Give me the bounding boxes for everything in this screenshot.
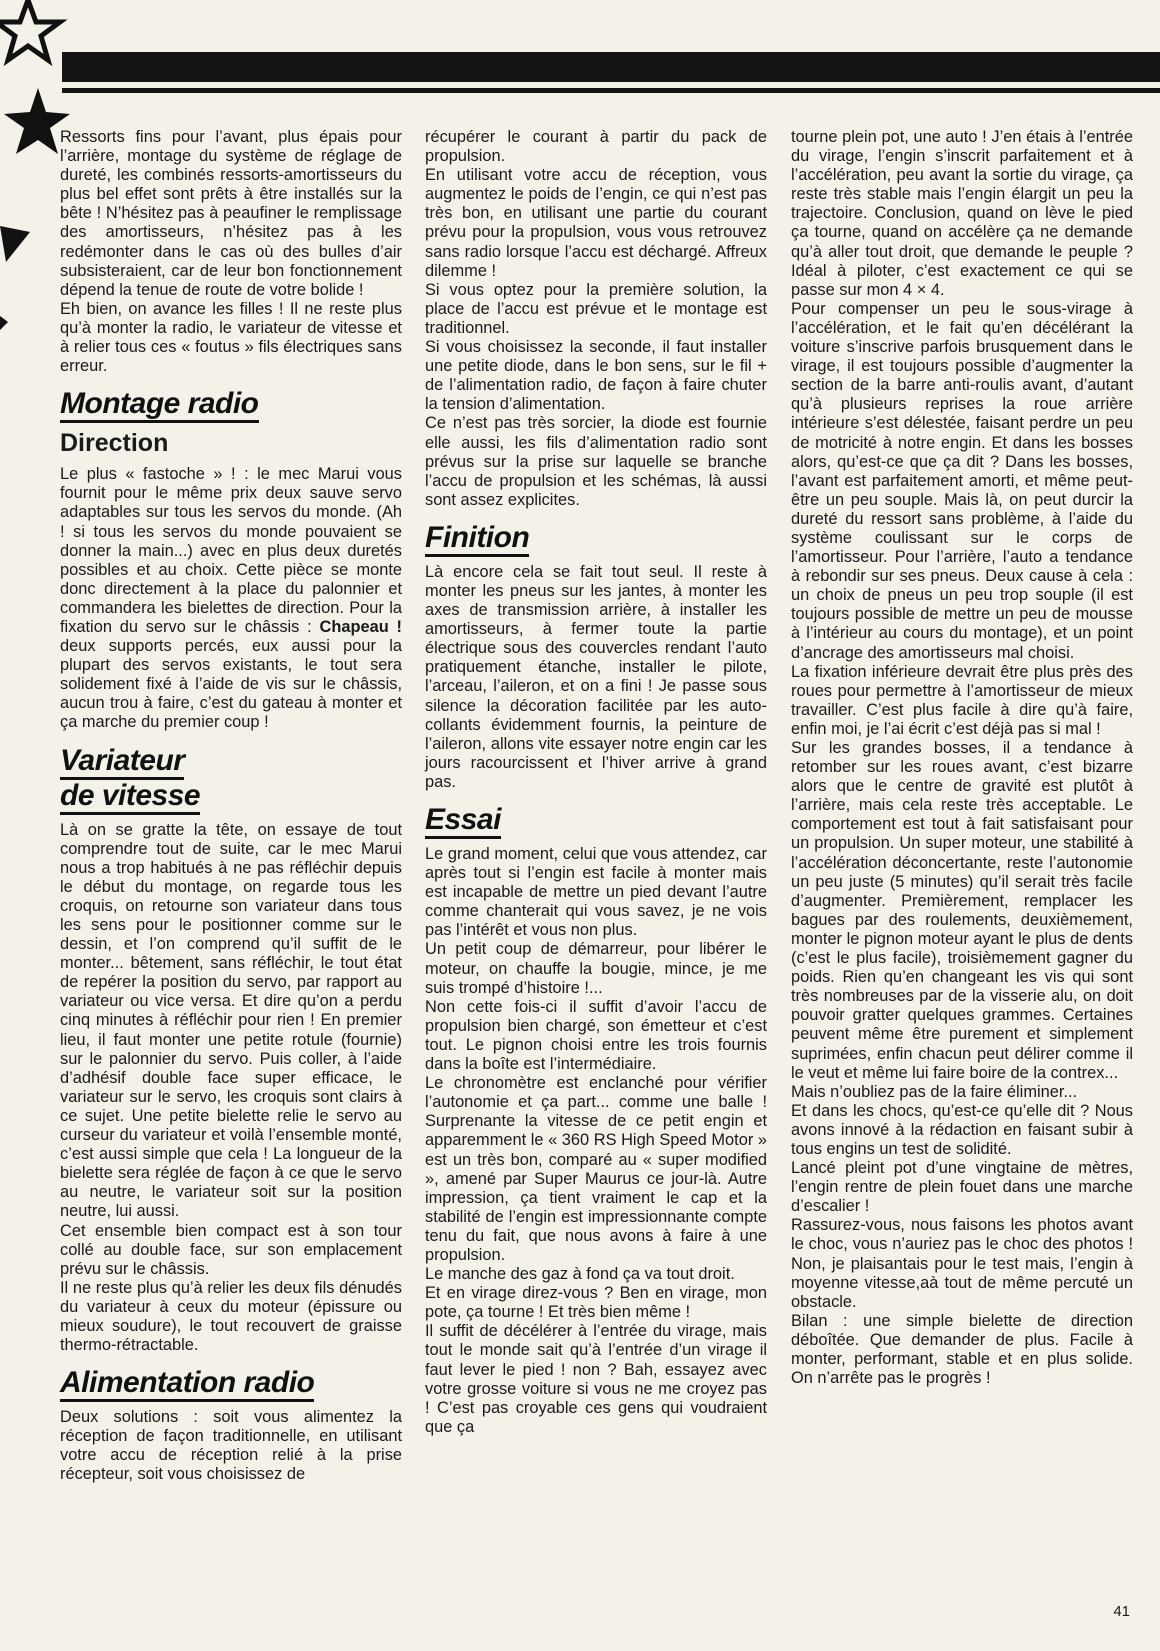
paragraph: Le grand moment, celui que vous attendez, car après tout si l’engin est facile à monter mais est incapable de mettre un pied devant l’autre comme chanterait qui vous savez, je ne vois pas l’intérêt et vous non plus. <box>425 845 767 940</box>
paragraph: La fixation inférieure devrait être plus près des roues pour permettre à l’amortisseur de mieux travailler. C’est plus facile à dire qu’à faire, enfin moi, je l’ai écrit c’est déjà pas si mal ! <box>791 662 1133 738</box>
paragraph: Rassurez-vous, nous faisons les photos avant le choc, vous n’auriez pas le choc des photos ! Non, je plaisantais pour le test mais, l’engin à moyenne vitesse,aà tout de même percuté un obstacle. <box>791 1216 1133 1311</box>
paragraph: Cet ensemble bien compact est à son tour collé au double face, sur son emplacement prévu sur le châssis. <box>60 1221 402 1278</box>
paragraph: Le manche des gaz à fond ça va tout droit. <box>425 1265 735 1284</box>
paragraph: Le plus « fastoche » ! : le mec Marui vous fournit pour le même prix deux sauve servo adaptables sur tous les servos du monde. (Ah ! si tous les servos du monde pouvaient se donner la main...) avec en plus deux duretés possibles et au choix. Cette pièce se monte donc directement à la place du palonnier et commandera les bielettes de direction. Pour la fixation du servo sur le châssis : Chapeau ! deux supports percés, eux aussi pour la plupart des servos existants, le tout sera solidement fixé à l’aide de vis sur le châssis, aucun trou à faire, c’est du gateau à monter et ça marche du premier coup ! <box>60 465 402 732</box>
header-rule <box>62 88 1160 93</box>
paragraph: Là on se gratte la tête, on essaye de tout comprendre tout de suite, car le mec Marui nous a trop habitués à ne pas réfléchir depuis le début du montage, on regarde tous les croquis, on retourne son variateur dans tous les sens pour le positionner comme sur le dessin, et l’on comprend qu’il suffit de le monter... bêtement, sans réfléchir, le tout état de repérer la position du servo, par rapport au variateur ou vice versa. Et dire qu’on a perdu cinq minutes à réfléchir pour rien ! En premier lieu, il faut monter une petite rotule (fournie) sur le palonnier du servo. Puis coller, à l’aide d’adhésif double face super efficace, le variateur sur le servo, les croquis sont clairs à ce sujet. Une petite bielette relie le servo au curseur du variateur et voilà l’ensemble monté, c’est aussi simple que cela ! La longueur de la bielette sera réglée de façon à ce que le servo au neutre, le variateur soit sur la position neutre, lui aussi. <box>60 820 402 1221</box>
paragraph: Un petit coup de démarreur, pour libérer le moteur, on chauffe la bougie, mince, je me suis trompé d’histoire !... <box>425 940 767 997</box>
paragraph: Deux solutions : soit vous alimentez la réception de façon traditionnelle, en utilisant votre accu de réception relié à la prise récepteur, soit vous choisissez de <box>60 1408 402 1484</box>
paragraph: Là encore cela se fait tout seul. Il reste à monter les pneus sur les jantes, à monter les axes de transmission arrière, à installer les amortisseurs, à fermer toute la partie électrique sous des couvercles rendant l’auto pratiquement étanche, installer le pilote, l’arceau, l’aileron, et on a fini ! Je passe sous silence la décoration facilitée par les auto-collants évidemment fournis, la peinture de l’aileron, allons vite essayer notre engin car les jours racourcissent et l’hiver arrive à grand pas. <box>425 562 767 791</box>
paragraph: récupérer le courant à partir du pack de propulsion. <box>425 128 767 166</box>
paragraph: Il ne reste plus qu’à relier les deux fils dénudés du variateur à ceux du moteur (épissure ou mieux soudure), le tout recouvert de graisse thermo-rétractable. <box>60 1278 402 1355</box>
column-1 <box>60 128 402 1485</box>
heading-finition: Finition <box>425 522 767 557</box>
paragraph: Eh bien, on avance les filles ! Il ne reste plus qu’à monter la radio, le variateur de vitesse et à relier tous ces « foutus » fils électriques sans erreur. <box>60 299 402 376</box>
heading-alimentation-radio: Alimentation radio <box>60 1367 402 1402</box>
paragraph: Ressorts fins pour l’avant, plus épais pour l’arrière, montage du système de réglage de dureté, les combinés ressorts-amortisseurs du plus bel effet sont prêts à être installés sur la bête ! N’hésitez pas à peaufiner le remplissage des amortisseurs, n’hésitez pas à les redémonter dans le cas où des bulles d’air subsisteraient, car de leur bon fonctionnement dépend la tenue de route de votre bolide ! <box>60 128 402 299</box>
paragraph: tourne plein pot, une auto ! J’en étais à l’entrée du virage, l’engin s’inscrit parfaitement et à l’accélération, peu avant la sortie du virage, ça reste très stable mais l’engin élargit un peu la trajectoire. Conclusion, quand on lève le pied ça tourne, quand on accélère ça ne demande qu’à aller tout droit, que demande le peuple ? Idéal à piloter, c’est exactement ce qui se passe sur mon 4 × 4. <box>791 128 1133 299</box>
paragraph: Et dans les chocs, qu’est-ce qu’elle dit ? Nous avons innové à la rédaction en faisant subir à tous engins un test de solidité. <box>791 1101 1133 1158</box>
paragraph: Sur les grandes bosses, il a tendance à retomber sur les roues avant, c’est bizarre alors que le centre de gravité est plutôt à l’arrière, mais cela reste très acceptable. Le comportement est tout à fait satisfaisant pour un propulsion. Un super moteur, une stabilité à l’accélération déconcertante, reste l’autonomie un peu juste (5 minutes) qu’il serait très facile d’augmenter. Premièrement, remplacer les bagues par des roulements, deuxièmement, monter le pignon moteur ayant le plus de dents (c’est le plus facile), troisièmement gagner du poids. Rien qu’en changeant les vis qui sont très nombreuses par de la visserie alu, on doit pouvoir gratter quelques grammes. Certaines peuvent même être purement et simplement suprimées, enfin chacun peut délirer comme il le veut et même lui faire boire de la contrex... <box>791 739 1133 1082</box>
paragraph: Lancé pleint pot d’une vingtaine de mètres, l’engin rentre de plein fouet dans une marche d’escalier ! <box>791 1159 1133 1216</box>
paragraph: Si vous optez pour la première solution, la place de l’accu est prévue et le montage est traditionnel. <box>425 280 767 337</box>
heading-variateur: Variateur de vitesse <box>60 745 402 815</box>
bold-chapeau: Chapeau ! <box>319 617 402 636</box>
paragraph: Pour compenser un peu le sous-virage à l’accélération, et le fait qu’en décélérant la voiture s’inscrive parfois brusquement dans le virage, il est toujours possible d’augmenter la section de la barre anti-roulis avant, d’autant qu’à plusieurs reprises la roue arrière intérieure s’est délestée, faisant perdre un peu de motricité à notre engin. Et dans les bosses alors, qu’est-ce que ça dit ? Dans les bosses, l’avant est parfaitement amorti, et même peut-être un peu souple. Mais là, on peut durcir la dureté du ressort sans problème, à l’aide du système coulissant sur le corps de l’amortisseur. Pour l’arrière, l’auto a tendance à rebondir sur ses pneus. Deux cause à cela : un choix de pneus un peu trop souple (il est toujours possible de mettre un peu de mousse à l’intérieur au cours du montage), et un point d’ancrage des amortisseurs mal choisi. <box>791 299 1133 662</box>
header-black-bar <box>62 52 1160 82</box>
subheading-direction: Direction <box>60 429 169 458</box>
paragraph: Bilan : une simple bielette de direction déboîtée. Que demander de plus. Facile à monter, performant, stable et en plus solide. On n’arrête pas le progrès ! <box>791 1311 1133 1388</box>
column-2 <box>425 128 767 1437</box>
paragraph: En utilisant votre accu de réception, vous augmentez le poids de l’engin, ce qui n’est pas très bon, en utilisant une partie du courant prévu pour la propulsion, vous vous retrouvez sans radio lorsque l’accu est déchargé. Affreux dilemme ! <box>425 166 767 280</box>
page-number: 41 <box>1113 1603 1130 1620</box>
heading-montage-radio: Montage radio <box>60 388 402 423</box>
star-fragment-small-icon <box>0 316 8 330</box>
paragraph: Ce n’est pas très sorcier, la diode est fournie elle aussi, les fils d’alimentation radio sont prévus sur la prise sur laquelle se branche l’accu de propulsion et les schémas, là aussi sont assez explicites. <box>425 414 767 509</box>
paragraph: Non cette fois-ci il suffit d’avoir l’accu de propulsion bien chargé, son émetteur et c’est tout. Le pignon choisi entre les trois fournis dans la boîte est l’intermédiaire. <box>425 997 767 1074</box>
outline-star-icon <box>0 0 60 60</box>
paragraph: Il suffit de décélérer à l’entrée du virage, mais tout le monde sait qu’à l’entrée d’un virage il faut lever le pied ! non ? Bah, essayez avec votre grosse voiture si vous ne me croyez pas ! C’est pas croyable ces gens qui voudraient que ça <box>425 1322 767 1436</box>
column-3 <box>791 128 1133 1388</box>
paragraph: Mais n’oubliez pas de la faire éliminer... <box>791 1082 1078 1101</box>
paragraph: Le chronomètre est enclanché pour vérifier l’autonomie et ça part... comme une balle ! Surprenante la vitesse de ce petit engin et apparemment le « 360 RS High Speed Motor » est un très bon, comparé au « super modified », amené par Super Maurus ce jour-là. Autre impression, ça tient vraiment le cap et la stabilité de l’engin est impressionnante compte tenu du fait, que nous avons à faire à une propulsion. <box>425 1074 767 1264</box>
heading-essai: Essai <box>425 804 767 839</box>
star-fragment-icon <box>0 226 30 262</box>
paragraph: Et en virage direz-vous ? Ben en virage, mon pote, ça tourne ! Et très bien même ! <box>425 1284 767 1322</box>
paragraph: Si vous choisissez la seconde, il faut installer une petite diode, dans le bon sens, sur le fil + de l’alimentation radio, de façon à faire chuter la tension d’alimentation. <box>425 338 767 414</box>
